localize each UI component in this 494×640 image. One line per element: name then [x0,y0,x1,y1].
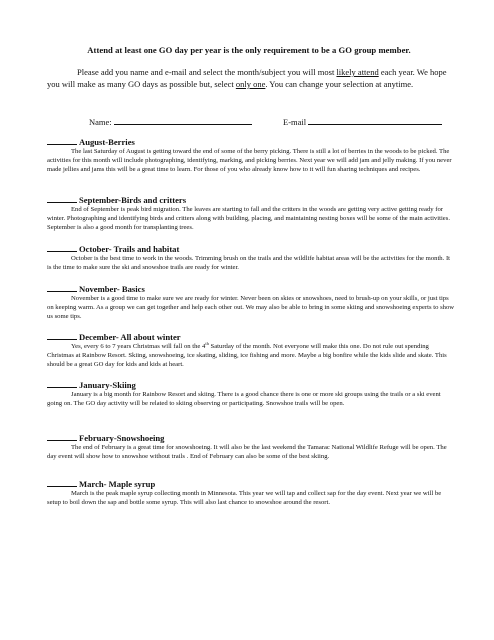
section-body-text-1: Yes, every 6 to 7 years Christmas will fall on the 4 [71,343,206,350]
intro-likely-attend: likely attend [336,67,379,77]
checkbox-line-september[interactable] [47,194,77,203]
intro-only-one: only one [235,78,266,89]
section-body: The end of February is a great time for snowshoeing. It will also be the last weekend the Tamarac National Wildlife Refuge will be open. The day event will show how to snowshoe without trails . End of February can also be some of the best skiing. [47,444,447,461]
section-title: November- Basics [79,284,145,294]
section-body-text-2: Saturday of the month. Not everyone will make this one. Do not rule out spending Christmas at Rainbow Resort. Skiing, snowshoeing, ice skating, sliding, ice fishing and more. Maybe a big bonfire while the kids slide and skate. This should be a great GO day for kids and kids at heart. [47,343,447,369]
name-field[interactable] [89,116,252,127]
section-august [47,136,455,174]
intro-text-1: Please add you name and e-mail and select the month/subject you will most [77,67,337,77]
section-january [47,379,455,408]
checkbox-line-december[interactable] [47,331,77,340]
ordinal-suffix: th [205,340,209,346]
checkbox-line-march[interactable] [47,478,77,487]
section-body: End of September is peak bird migration. The leaves are starting to fall and the critters in the woods are getting very active getting ready for winter. Photographing and identifying birds and critters along with building, placing, and maintaining nesting boxes will be some of the main activities. September is also a good month for transplanting trees. [47,206,450,232]
intro-text-2: each year. We hope you will make as many GO days as possible but, select [47,67,447,89]
section-february [47,432,455,461]
section-title: February-Snowshoeing [79,433,165,443]
email-label: E-mail [283,117,307,127]
email-field[interactable] [283,116,442,127]
name-label: Name: [89,117,112,127]
checkbox-line-november[interactable] [47,283,77,292]
section-title: October- Trails and habitat [79,244,180,254]
section-september [47,194,455,232]
section-title: March- Maple syrup [79,479,156,489]
section-body: The last Saturday of August is getting toward the end of some of the berry picking. There is still a lot of berries in the woods to be picked. The activities for this month will include photographing, identifying, marking, and picking berries. Next year we will add jam and jelly making. If you never made jellies and jams this will be a great time to learn. For those of you who already know how to it will fun sharing techniques and recipes. [47,148,452,174]
section-body: March is the peak maple syrup collecting month in Minnesota. This year we will tap and collect sap for the day event. Next year we will be setup to boil down the sap and bottle some syrup. This will also last chance to snowshoe around the resort. [47,490,442,507]
section-october [47,243,455,272]
section-title: September-Birds and critters [79,195,187,205]
section-body [47,342,455,369]
intro-paragraph [47,67,453,90]
checkbox-line-august[interactable] [47,136,77,145]
section-december [47,331,455,369]
checkbox-line-february[interactable] [47,432,77,441]
page-heading: Attend at least one GO day per year is the only requirement to be a GO group member. [87,45,411,55]
checkbox-line-january[interactable] [47,379,77,388]
section-march [47,478,455,507]
section-november [47,283,455,321]
section-body: November is a good time to make sure we are ready for winter. Never been on skies or snowshoes, need to brush-up on your skills, or just tips on keeping warm. As a group we can get together and help each other out. We may also be able to bring in some skiing and snowshoeing experts to show us some tips. [47,295,455,321]
name-blank-line[interactable] [114,116,252,125]
intro-text-3: . You can change your selection at anytime. [265,78,414,89]
checkbox-line-october[interactable] [47,243,77,252]
section-title: August-Berries [79,137,135,147]
section-title: December- All about winter [79,332,181,342]
section-body: January is a big month for Rainbow Resort and skiing. There is a good chance there is one or more ski groups using the trails or a ski event going on. The GO day activity will be related to skiing observing or participating. Snowshoe trails will be open. [47,391,441,408]
section-title: January-Skiing [79,380,136,390]
section-body: October is the best time to work in the woods. Trimming brush on the trails and the wildlife habitat areas will be the activities for the month. It is the time to make sure the ski and snowshoe trails are ready for winter. [47,255,450,272]
email-blank-line[interactable] [308,116,442,125]
